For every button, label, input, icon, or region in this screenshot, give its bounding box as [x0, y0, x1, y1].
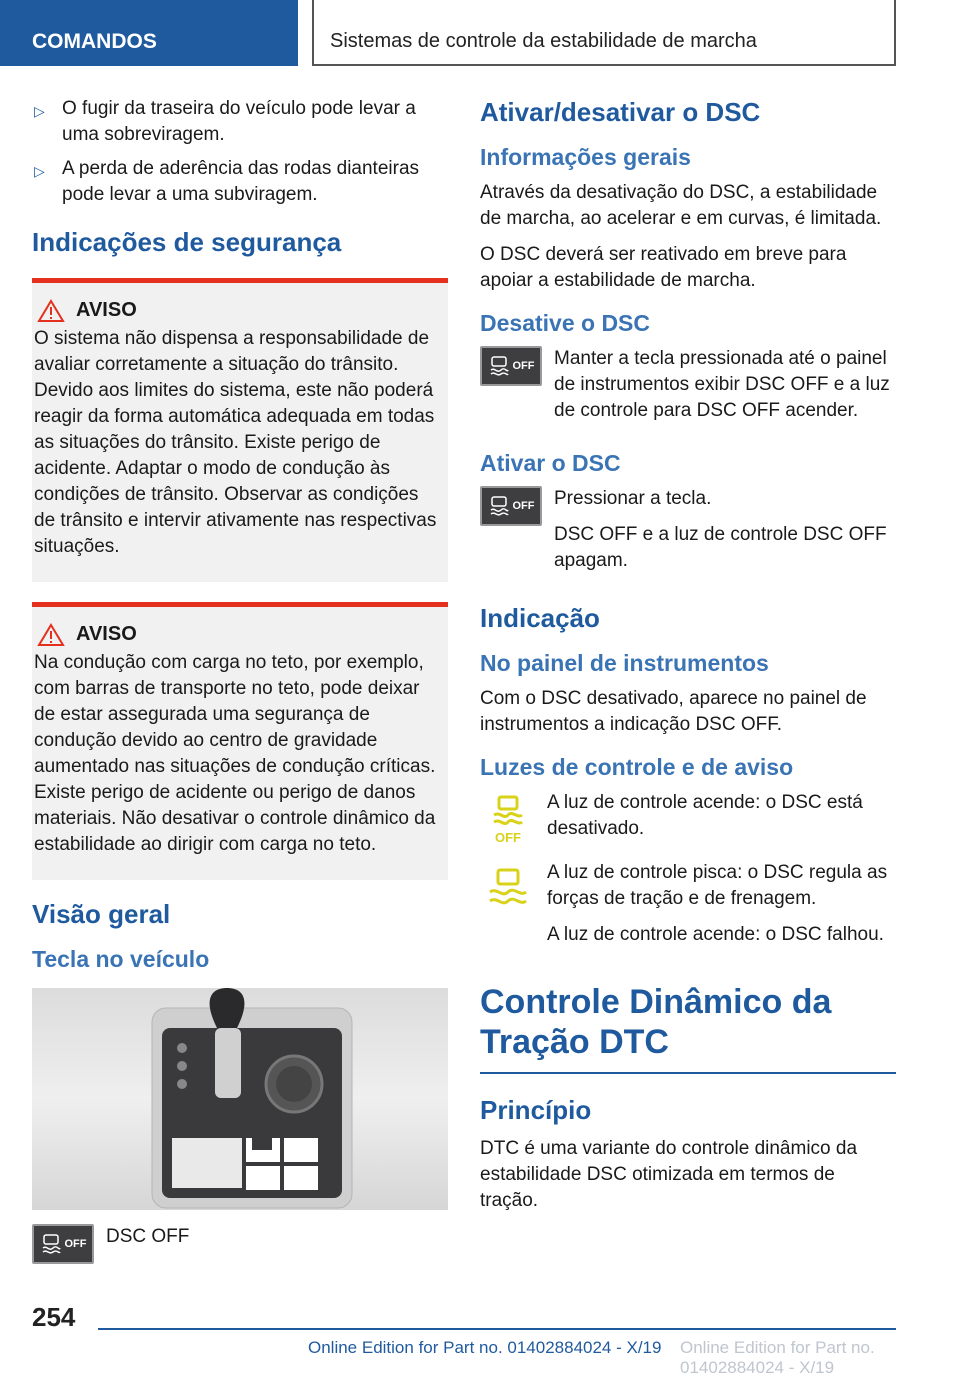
deactivate-heading: Desative o DSC: [480, 310, 651, 336]
indication-heading: Indicação: [480, 603, 600, 633]
warning-text: Na condução com carga no teto, por exemplo, com barras de transporte no teto, pode deixar de estar assegurada uma segurança de condução devido ao centro de gravidade aumentado nas situações de condução críticas. Existe perigo de acidente ou perigo de danos materiais. Não desativar o controle dinâmico da estabilidade ao dirigir com carga no teto.: [34, 652, 436, 855]
paragraph: Pressionar a tecla.: [554, 488, 712, 509]
paragraph: DSC OFF e a luz de controle DSC OFF apagam.: [554, 524, 887, 571]
paragraph: Manter a tecla pressionada até o painel de instrumentos exibir DSC OFF e a luz de controle para DSC OFF acender.: [554, 348, 890, 421]
warning-text: O sistema não dispensa a responsabilidade de avaliar corretamente a situação do trânsito. Devido aos limites do sistema, este não poderá reagir da forma automática adequada em todas as situações do trânsito. Existe perigo de acidente. Adaptar o modo de condução às condições de trânsito. Observar as condições de trânsito e intervir ativamente nas respectivas situações.: [34, 328, 437, 557]
car-skid-icon: [40, 1233, 62, 1255]
triangle-bullet-icon: ▷: [34, 103, 45, 119]
car-skid-icon: [488, 495, 510, 517]
page-footer: [0, 1290, 960, 1377]
dsc-off-key-icon: [480, 346, 542, 386]
activate-heading: Ativar/desativar o DSC: [480, 97, 761, 127]
off-label: OFF: [64, 1238, 87, 1250]
enable-row: [480, 486, 896, 584]
enable-text: [554, 486, 896, 584]
page-number: 254: [32, 1302, 76, 1332]
dsc-off-key-icon: [480, 486, 542, 526]
safety-heading: Indicações de segurança: [32, 227, 342, 257]
paragraph: Através da desativação do DSC, a estabilidade de marcha, ao acelerar e em curvas, é limitada.: [480, 182, 882, 229]
left-column: [32, 96, 448, 1272]
list-item: ▷ O fugir da traseira do veículo pode levar a uma sobreviragem.: [34, 98, 416, 145]
warning-label: AVISO: [76, 299, 137, 321]
warning-header: [34, 623, 440, 646]
paragraph: A luz de controle pisca: o DSC regula as forças de tração e de frenagem.: [547, 862, 888, 909]
lamp-row: [480, 860, 896, 958]
triangle-bullet-icon: ▷: [34, 163, 45, 179]
lamp-text: [547, 860, 896, 958]
button-heading: Tecla no veículo: [32, 946, 210, 972]
right-column: [480, 96, 896, 1224]
deactivate-row: [480, 346, 896, 434]
paragraph: A luz de controle acende: o DSC falhou.: [547, 924, 884, 945]
lamp-off-label: OFF: [494, 830, 521, 845]
warning-label: AVISO: [76, 623, 137, 645]
warning-box: [32, 602, 448, 880]
dsc-off-key-row: [32, 1224, 448, 1264]
key-label: DSC OFF: [106, 1226, 190, 1247]
section-tab: COMANDOS: [0, 0, 298, 66]
warning-header: [34, 299, 440, 322]
principle-heading: Princípio: [480, 1095, 592, 1125]
enable-heading: Ativar o DSC: [480, 450, 621, 476]
warning-triangle-icon: [38, 300, 64, 322]
dsc-off-key-icon: [32, 1224, 94, 1264]
off-label: OFF: [512, 360, 535, 372]
cluster-heading: No painel de instrumentos: [480, 650, 769, 676]
chapter-title: Sistemas de controle da estabilidade de marcha: [312, 0, 896, 66]
warning-box: [32, 278, 448, 582]
dsc-off-lamp-icon: [480, 790, 535, 850]
lamp-row: [480, 790, 896, 852]
center-console-photo: [32, 988, 448, 1210]
page-header: [0, 0, 960, 68]
console-illustration: [32, 988, 448, 1210]
paragraph: Com o DSC desativado, aparece no painel de instrumentos a indicação DSC OFF.: [480, 688, 867, 735]
paragraph: O DSC deverá ser reativado em breve para apoiar a estabilidade de marcha.: [480, 244, 847, 291]
bullet-list: [32, 96, 448, 208]
dsc-lamp-icon: [480, 860, 535, 920]
warning-triangle-icon: [38, 624, 64, 646]
general-heading: Informações gerais: [480, 144, 691, 170]
lamps-heading: Luzes de controle e de aviso: [480, 754, 794, 780]
list-item: ▷ A perda de aderência das rodas dianteiras pode levar a uma subviragem.: [34, 158, 420, 205]
overview-heading: Visão geral: [32, 899, 171, 929]
paragraph: DTC é uma variante do controle dinâmico da estabilidade DSC otimizada em termos de tração.: [480, 1138, 858, 1211]
dtc-heading: Controle Dinâmico da Tração DTC: [480, 982, 896, 1074]
footer-divider: [98, 1328, 896, 1330]
edition-note: Online Edition for Part no. 01402884024 - X/19: [308, 1338, 662, 1357]
paragraph: A luz de controle acende: o DSC está desativado.: [547, 792, 863, 839]
watermark: Online Edition for Part no. 01402884024 - X/19: [680, 1338, 875, 1377]
car-skid-icon: [488, 355, 510, 377]
off-label: OFF: [512, 500, 535, 512]
